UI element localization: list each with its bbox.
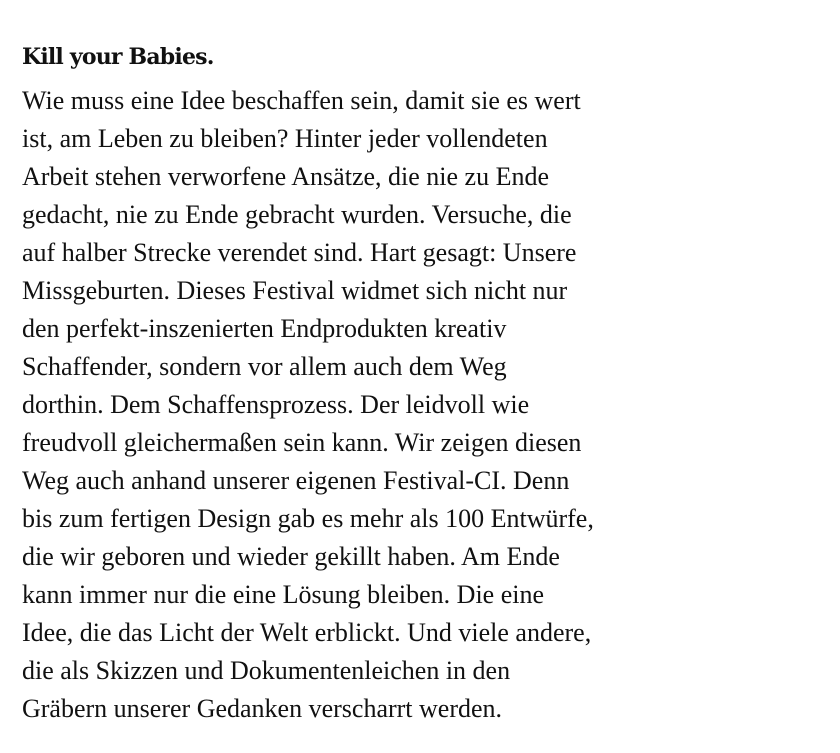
- body-line: Idee, die das Licht der Welt erblickt. Und viele andere,: [22, 618, 592, 647]
- article-body: [22, 82, 722, 728]
- article-title: Kill your Babies.: [22, 44, 214, 70]
- body-line: kann immer nur die eine Lösung bleiben. Die eine: [22, 580, 545, 609]
- body-line: Weg auch anhand unserer eigenen Festival-CI. Denn: [22, 466, 570, 495]
- body-line: die wir geboren und wieder gekillt haben. Am Ende: [22, 542, 560, 571]
- body-line: Gräbern unserer Gedanken verscharrt werden.: [22, 694, 503, 723]
- body-line: bis zum fertigen Design gab es mehr als 100 Entwürfe,: [22, 504, 594, 533]
- body-line: dorthin. Dem Schaffensprozess. Der leidvoll wie: [22, 390, 530, 419]
- body-line: Missgeburten. Dieses Festival widmet sich nicht nur: [22, 276, 568, 305]
- body-line: auf halber Strecke verendet sind. Hart gesagt: Unsere: [22, 238, 577, 267]
- body-line: gedacht, nie zu Ende gebracht wurden. Versuche, die: [22, 200, 572, 229]
- article: [22, 42, 722, 728]
- body-line: Arbeit stehen verworfene Ansätze, die nie zu Ende: [22, 162, 550, 191]
- body-line: ist, am Leben zu bleiben? Hinter jeder vollendeten: [22, 124, 548, 153]
- body-line: die als Skizzen und Dokumentenleichen in den: [22, 656, 511, 685]
- body-line: Schaffender, sondern vor allem auch dem Weg: [22, 352, 507, 381]
- body-line: freudvoll gleichermaßen sein kann. Wir zeigen diesen: [22, 428, 582, 457]
- body-line: Wie muss eine Idee beschaffen sein, damit sie es wert: [22, 86, 581, 115]
- body-line: den perfekt-inszenierten Endprodukten kreativ: [22, 314, 507, 343]
